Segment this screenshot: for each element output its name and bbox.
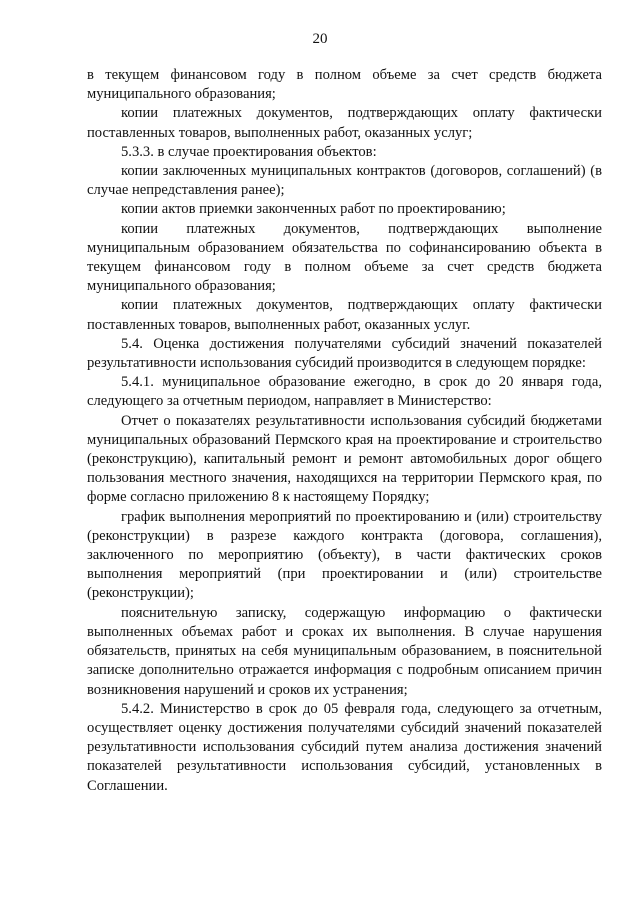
paragraph: в текущем финансовом году в полном объеме за счет средств бюджета муниципального образования;: [87, 67, 602, 103]
paragraph: 5.4.1. муниципальное образование ежегодно, в срок до 20 января года, следующего за отчетным периодом, направляет в Министерство:: [87, 374, 602, 410]
paragraph: копии актов приемки законченных работ по проектированию;: [121, 201, 506, 218]
paragraph: 5.3.3. в случае проектирования объектов:: [121, 143, 377, 160]
paragraph: 5.4.2. Министерство в срок до 05 февраля года, следующего за отчетным, осуществляет оценку достижения получателями субсидий значений показателей результативности использования субсидий путем анализа достижения значений показателей результативности использования субсидий, установленных в Соглашении.: [87, 700, 602, 794]
paragraph: график выполнения мероприятий по проектированию и (или) строительству (реконструкции) в разрезе каждого контракта (договора, соглашения), заключенного по мероприятию (объекту), в части фактических сроков выполнения мероприятий (при проектировании и (или) строительстве (реконструкции);: [87, 508, 602, 602]
paragraph: пояснительную записку, содержащую информацию о фактически выполненных объемах работ и сроках их выполнения. В случае нарушения обязательств, принятых на себя муниципальным образованием, в пояснительной записке дополнительно отражается информация с подробным описанием причин возникновения нарушений и сроков их устранения;: [87, 604, 602, 698]
paragraph: копии платежных документов, подтверждающих оплату фактически поставленных товаров, выполненных работ, оказанных услуг.: [87, 297, 602, 333]
paragraph: копии платежных документов, подтверждающих оплату фактически поставленных товаров, выполненных работ, оказанных услуг;: [87, 105, 602, 141]
paragraph: Отчет о показателях результативности использования субсидий бюджетами муниципальных образований Пермского края на проектирование и строительство (реконструкцию), капитальный ремонт и ремонт автомобильных дорог общего пользования местного значения, находящихся на территории Пермского края, по форме согласно приложению 8 к настоящему Порядку;: [87, 412, 602, 506]
paragraph: 5.4. Оценка достижения получателями субсидий значений показателей результативности использования субсидий производится в следующем порядке:: [87, 335, 602, 372]
document-body: [87, 66, 602, 796]
paragraph: копии платежных документов, подтверждающих выполнение муниципальным образованием обязательства по софинансированию объекта в текущем финансовом году в полном объеме за счет средств бюджета муниципального образования;: [87, 220, 602, 295]
paragraph: копии заключенных муниципальных контрактов (договоров, соглашений) (в случае непредставления ранее);: [87, 163, 602, 199]
page-number: 20: [312, 31, 328, 47]
